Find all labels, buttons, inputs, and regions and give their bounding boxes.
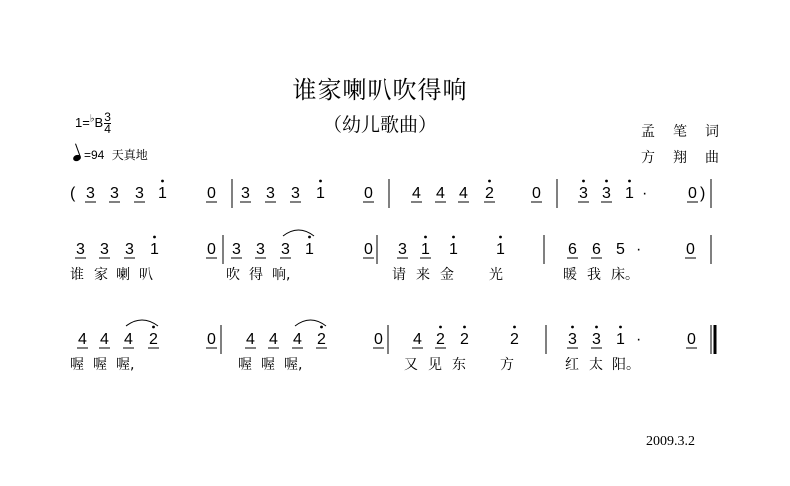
lyric-syllable: 喔 (238, 357, 252, 373)
note-digit: 2 (149, 331, 158, 348)
close-paren: ) (700, 185, 706, 202)
note-digit: 4 (124, 331, 133, 348)
note-digit: 0 (532, 185, 541, 202)
note-digit: 1 (449, 241, 458, 258)
octave-dot (161, 180, 164, 183)
note-digit: 2 (510, 331, 519, 348)
lyricist-role: 词 (705, 124, 737, 140)
lyric-syllable: 方 (500, 357, 514, 373)
note-digit: 3 (281, 241, 290, 258)
note-digit: 4 (100, 331, 109, 348)
note-digit: 3 (100, 241, 109, 258)
lyric-syllable: 阳。 (612, 357, 640, 373)
flat-sign: ♭ (89, 113, 95, 125)
slur-arc (295, 320, 326, 326)
lyric-syllable: 床。 (611, 267, 639, 283)
note-digit: 1 (305, 241, 314, 258)
key-tonic: B (94, 114, 104, 130)
octave-dot (488, 180, 491, 183)
lyric-syllable: 得 (249, 267, 263, 283)
octave-dot (463, 326, 466, 329)
octave-dot (571, 326, 574, 329)
lyric-syllable: 见 (428, 357, 442, 373)
note-digit: 1 (158, 185, 167, 202)
lyric-syllable: 红 (565, 357, 579, 373)
lyric-syllable: 叭 (139, 267, 153, 283)
composer-role: 曲 (705, 150, 737, 166)
note-digit: 3 (398, 241, 407, 258)
note-digit: 0 (687, 331, 696, 348)
lyric-syllable: 请 (392, 267, 406, 283)
note-digit: 1 (625, 185, 634, 202)
note-digit: 3 (76, 241, 85, 258)
note-digit: 4 (436, 185, 445, 202)
octave-dot (452, 236, 455, 239)
octave-dot (628, 180, 631, 183)
octave-dot (439, 326, 442, 329)
lyric-syllable: 我 (587, 267, 601, 283)
note-digit: 1 (150, 241, 159, 258)
note-digit: 6 (568, 241, 577, 258)
note-digit: 2 (485, 185, 494, 202)
open-paren: ( (70, 185, 76, 202)
lyric-syllable: 太 (589, 357, 603, 373)
note-digit: 0 (364, 241, 373, 258)
octave-dot (619, 326, 622, 329)
tempo-expression: 天真地 (111, 148, 148, 162)
note-digit: · (636, 241, 642, 258)
lyric-syllable: 喔 (261, 357, 275, 373)
lyric-syllable: 喔 (93, 357, 107, 373)
octave-dot (153, 236, 156, 239)
note-digit: 3 (291, 185, 300, 202)
note-digit: 1 (421, 241, 430, 258)
octave-dot (513, 326, 516, 329)
note-digit: 3 (232, 241, 241, 258)
note-digit: 2 (460, 331, 469, 348)
tempo-value: =94 (84, 148, 105, 162)
lyric-syllable: 喔, (116, 357, 135, 373)
lyric-syllable: 家 (94, 267, 108, 283)
note-digit: 4 (78, 331, 87, 348)
note-digit: 0 (364, 185, 373, 202)
note-digit: 1 (316, 185, 325, 202)
date: 2009.3.2 (646, 434, 695, 449)
note-digit: 3 (135, 185, 144, 202)
octave-dot (320, 326, 323, 329)
note-digit: · (642, 185, 648, 202)
lyric-syllable: 喔, (284, 357, 303, 373)
time-numerator: 3 (104, 110, 111, 124)
lyric-syllable: 又 (404, 357, 418, 373)
song-subtitle: （幼儿歌曲） (322, 114, 437, 136)
note-digit: 3 (110, 185, 119, 202)
note-digit: 3 (592, 331, 601, 348)
lyric-syllable: 东 (452, 357, 466, 373)
note-digit: 4 (413, 331, 422, 348)
note-digit: 2 (317, 331, 326, 348)
lyricist-name: 孟笔 (641, 124, 705, 140)
note-digit: 3 (602, 185, 611, 202)
octave-dot (308, 236, 311, 239)
note-digit: 4 (459, 185, 468, 202)
lyric-syllable: 光 (489, 267, 503, 283)
note-digit: 3 (568, 331, 577, 348)
note-digit: 0 (207, 185, 216, 202)
note-digit: 3 (256, 241, 265, 258)
octave-dot (152, 326, 155, 329)
note-digit: 5 (616, 241, 625, 258)
lyric-syllable: 喔 (70, 357, 84, 373)
lyric-syllable: 金 (440, 267, 454, 283)
note-digit: 0 (207, 241, 216, 258)
note-digit: 3 (125, 241, 134, 258)
note-digit: 4 (246, 331, 255, 348)
note-digit: 3 (266, 185, 275, 202)
slur-arc (283, 230, 314, 236)
note-digit: 0 (686, 241, 695, 258)
note-digit: 4 (269, 331, 278, 348)
note-digit: 0 (374, 331, 383, 348)
note-digit: 3 (241, 185, 250, 202)
note-digit: 4 (293, 331, 302, 348)
slur-arc (126, 320, 158, 326)
note-digit: 4 (412, 185, 421, 202)
note-digit: 2 (436, 331, 445, 348)
note-digit: · (636, 331, 642, 348)
note-digit: 0 (688, 185, 697, 202)
song-title: 谁家喇叭吹得响 (292, 76, 468, 104)
note-digit: 1 (496, 241, 505, 258)
note-digit: 1 (616, 331, 625, 348)
lyric-syllable: 响, (272, 267, 291, 283)
note-digit: 3 (86, 185, 95, 202)
octave-dot (605, 180, 608, 183)
octave-dot (582, 180, 585, 183)
composer-name: 方翔 (641, 150, 705, 166)
time-denominator: 4 (104, 122, 111, 136)
lyric-syllable: 来 (416, 267, 430, 283)
lyric-syllable: 喇 (116, 267, 130, 283)
octave-dot (595, 326, 598, 329)
octave-dot (319, 180, 322, 183)
note-digit: 0 (207, 331, 216, 348)
lyric-syllable: 暖 (563, 267, 577, 283)
key-prefix: 1= (75, 114, 90, 130)
note-digit: 3 (579, 185, 588, 202)
lyric-syllable: 谁 (70, 267, 84, 283)
octave-dot (424, 236, 427, 239)
octave-dot (499, 236, 502, 239)
note-digit: 6 (592, 241, 601, 258)
lyric-syllable: 吹 (226, 267, 240, 283)
